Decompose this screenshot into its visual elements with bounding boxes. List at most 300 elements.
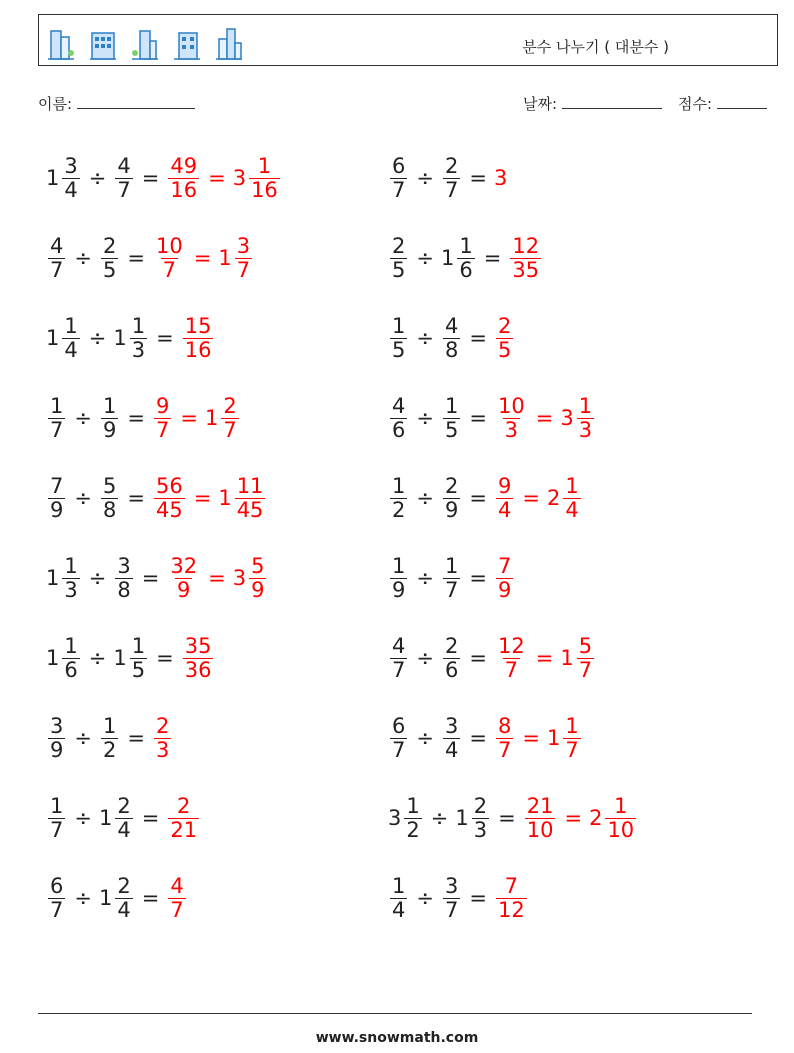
problem-row <box>388 143 508 213</box>
numerator: 6 <box>50 874 64 899</box>
fraction <box>101 475 118 520</box>
answer-value <box>218 235 254 280</box>
answer <box>494 166 508 190</box>
equals-sign: = <box>535 646 554 670</box>
divide-sign: ÷ <box>88 166 107 190</box>
fraction <box>443 395 460 440</box>
answer-value <box>494 555 515 600</box>
fraction <box>563 715 580 760</box>
denominator: 9 <box>251 577 265 602</box>
fraction <box>443 875 460 920</box>
numerator: 1 <box>565 714 579 739</box>
skyscraper-icon <box>215 25 243 61</box>
denominator: 16 <box>184 337 212 362</box>
denominator: 10 <box>526 817 554 842</box>
divide-sign: ÷ <box>430 806 449 830</box>
fraction <box>48 715 65 760</box>
fraction <box>443 555 460 600</box>
answer-value <box>494 166 508 190</box>
numerator: 9 <box>155 394 170 419</box>
problem-row <box>46 783 201 853</box>
answer-value <box>218 475 267 520</box>
denominator: 7 <box>444 577 459 602</box>
divide-sign: ÷ <box>416 646 434 670</box>
fraction <box>390 475 407 520</box>
numerator: 4 <box>117 154 131 179</box>
numerator: 1 <box>64 314 78 339</box>
date-label: 날짜: <box>523 95 558 113</box>
denominator: 5 <box>102 257 117 282</box>
divide-sign: ÷ <box>416 486 434 510</box>
equals-sign: = <box>156 326 174 350</box>
denominator: 7 <box>497 737 512 762</box>
answer-value <box>547 715 583 760</box>
answer <box>523 795 638 840</box>
answer <box>494 875 529 920</box>
fraction <box>390 155 407 200</box>
divide-sign: ÷ <box>88 326 107 350</box>
dividend <box>388 875 409 920</box>
numerator: 49 <box>170 154 198 179</box>
denominator: 9 <box>50 497 64 522</box>
answer <box>494 315 515 360</box>
denominator: 2 <box>392 497 406 522</box>
divide-sign: ÷ <box>88 566 107 590</box>
equals-sign: = <box>141 806 160 830</box>
whole-number: 1 <box>204 406 219 430</box>
whole-number: 1 <box>455 806 469 830</box>
denominator: 6 <box>459 257 473 282</box>
dividend <box>388 475 409 520</box>
fraction <box>496 475 513 520</box>
divide-sign: ÷ <box>74 726 92 750</box>
denominator: 3 <box>64 577 78 602</box>
whole-number: 1 <box>98 806 113 830</box>
fraction <box>154 395 171 440</box>
denominator: 7 <box>392 657 406 682</box>
dividend <box>388 315 409 360</box>
problem-row <box>46 863 188 933</box>
fraction <box>168 795 199 840</box>
name-line[interactable] <box>77 94 195 109</box>
answer <box>494 555 515 600</box>
name-field <box>38 93 195 114</box>
fraction <box>443 715 460 760</box>
fraction <box>563 475 580 520</box>
answer-value <box>560 635 596 680</box>
fraction <box>115 155 132 200</box>
fraction <box>48 395 65 440</box>
equals-sign: = <box>193 486 212 510</box>
denominator: 4 <box>117 817 131 842</box>
whole-number: 3 <box>560 406 574 430</box>
fraction <box>62 635 79 680</box>
answer-value <box>494 715 515 760</box>
footer-divider <box>38 1013 752 1014</box>
numerator: 2 <box>223 394 237 419</box>
fraction <box>577 635 594 680</box>
equals-sign: = <box>141 166 160 190</box>
divide-sign: ÷ <box>416 406 434 430</box>
fraction <box>605 795 636 840</box>
fraction <box>443 635 460 680</box>
numerator: 1 <box>392 314 406 339</box>
dividend <box>388 635 409 680</box>
building-icon <box>47 25 75 61</box>
numerator: 1 <box>614 794 628 819</box>
numerator: 1 <box>406 794 420 819</box>
fraction <box>62 315 79 360</box>
score-line[interactable] <box>717 94 767 109</box>
divisor <box>441 715 462 760</box>
numerator: 1 <box>392 474 406 499</box>
numerator: 2 <box>392 234 406 259</box>
problem-row <box>46 303 215 373</box>
denominator: 5 <box>497 337 512 362</box>
dividend <box>46 635 82 680</box>
footer-url: www.snowmath.com <box>315 1030 479 1046</box>
fraction <box>457 235 474 280</box>
dividend <box>46 315 82 360</box>
denominator: 7 <box>565 737 579 762</box>
denominator: 7 <box>578 657 593 682</box>
problem-row <box>46 463 267 533</box>
fraction <box>62 555 79 600</box>
problem-row <box>388 303 515 373</box>
numerator: 12 <box>512 234 540 259</box>
denominator: 8 <box>444 337 459 362</box>
denominator: 9 <box>50 737 64 762</box>
numerator: 12 <box>497 634 525 659</box>
denominator: 4 <box>64 177 78 202</box>
denominator: 3 <box>504 417 519 442</box>
fraction <box>390 635 407 680</box>
whole-number: 1 <box>46 166 60 190</box>
numerator: 7 <box>497 554 512 579</box>
fraction <box>443 315 460 360</box>
divide-sign: ÷ <box>416 246 434 270</box>
divisor <box>441 635 462 680</box>
divisor <box>113 155 134 200</box>
answer-value <box>166 555 201 600</box>
fraction <box>115 875 132 920</box>
equals-sign: = <box>469 886 487 910</box>
dividend <box>46 475 67 520</box>
divide-sign: ÷ <box>74 806 92 830</box>
fraction <box>154 715 171 760</box>
divisor <box>113 555 134 600</box>
numerator: 56 <box>155 474 183 499</box>
whole-number: 2 <box>589 806 603 830</box>
answer-value <box>233 555 269 600</box>
fraction <box>48 875 65 920</box>
dividend <box>46 235 67 280</box>
fraction <box>390 315 407 360</box>
denominator: 10 <box>607 817 635 842</box>
numerator: 2 <box>444 474 459 499</box>
whole-number: 1 <box>46 566 60 590</box>
problem-row <box>46 623 215 693</box>
fraction <box>235 235 252 280</box>
numerator: 1 <box>64 554 78 579</box>
answer-value <box>166 795 201 840</box>
whole-number: 1 <box>218 246 232 270</box>
divisor <box>441 395 462 440</box>
denominator: 4 <box>117 897 131 922</box>
divisor <box>455 795 491 840</box>
problem-row <box>46 383 241 453</box>
logo-strip <box>47 25 243 61</box>
answer <box>166 555 268 600</box>
divisor <box>441 155 462 200</box>
numerator: 2 <box>444 634 459 659</box>
fraction <box>510 235 541 280</box>
answer <box>166 155 281 200</box>
fraction <box>183 635 214 680</box>
denominator: 7 <box>50 817 64 842</box>
numerator: 1 <box>565 474 579 499</box>
equals-sign: = <box>208 166 226 190</box>
score-label: 점수: <box>678 95 713 113</box>
divide-sign: ÷ <box>416 566 434 590</box>
numerator: 1 <box>102 714 117 739</box>
problem-row <box>46 143 282 213</box>
answer <box>494 715 583 760</box>
fraction <box>390 555 407 600</box>
answer-value <box>152 235 187 280</box>
answer <box>494 635 596 680</box>
problem-row <box>388 463 583 533</box>
fraction <box>48 235 65 280</box>
fraction <box>168 155 199 200</box>
denominator: 45 <box>236 497 264 522</box>
problem-row <box>388 223 543 293</box>
fraction <box>221 395 238 440</box>
answer <box>494 395 596 440</box>
equals-sign: = <box>127 246 145 270</box>
fraction <box>48 795 65 840</box>
answer-value <box>152 395 173 440</box>
denominator: 35 <box>512 257 540 282</box>
fraction <box>496 875 527 920</box>
fraction <box>101 715 118 760</box>
equals-sign: = <box>469 486 487 510</box>
dividend <box>46 715 67 760</box>
denominator: 8 <box>117 577 131 602</box>
numerator: 4 <box>392 634 406 659</box>
numerator: 10 <box>155 234 183 259</box>
divisor <box>441 475 462 520</box>
numerator: 10 <box>497 394 525 419</box>
fraction <box>154 475 185 520</box>
denominator: 5 <box>392 337 406 362</box>
numerator: 15 <box>184 314 212 339</box>
divisor <box>99 795 135 840</box>
numerator: 1 <box>444 394 459 419</box>
denominator: 12 <box>497 897 525 922</box>
divide-sign: ÷ <box>416 726 434 750</box>
worksheet-title: 분수 나누기 ( 대분수 ) <box>522 38 669 56</box>
answer <box>166 795 201 840</box>
divisor <box>441 875 462 920</box>
problem-row <box>388 543 515 613</box>
numerator: 1 <box>578 394 593 419</box>
header-box <box>38 14 778 66</box>
answer-value <box>547 475 583 520</box>
answer-value <box>152 715 173 760</box>
numerator: 2 <box>473 794 488 819</box>
numerator: 1 <box>50 394 64 419</box>
office-tree-icon <box>131 25 159 61</box>
denominator: 5 <box>444 417 459 442</box>
numerator: 1 <box>459 234 473 259</box>
numerator: 2 <box>497 314 512 339</box>
whole-number: 2 <box>546 486 561 510</box>
numerator: 1 <box>50 794 64 819</box>
divide-sign: ÷ <box>74 406 92 430</box>
denominator: 7 <box>392 177 406 202</box>
divide-sign: ÷ <box>88 646 107 670</box>
numerator: 5 <box>102 474 117 499</box>
denominator: 7 <box>504 657 519 682</box>
whole-number: 3 <box>388 806 402 830</box>
fraction <box>168 875 185 920</box>
numerator: 3 <box>50 714 64 739</box>
denominator: 3 <box>155 737 170 762</box>
divisor <box>113 315 149 360</box>
fraction <box>249 555 266 600</box>
fraction <box>101 395 118 440</box>
fraction <box>443 475 460 520</box>
equals-sign: = <box>483 246 502 270</box>
denominator: 9 <box>177 577 191 602</box>
answer <box>152 475 267 520</box>
answer-value <box>233 155 282 200</box>
problem-row <box>388 783 638 853</box>
dividend <box>388 395 409 440</box>
divisor <box>99 475 120 520</box>
denominator: 7 <box>50 257 64 282</box>
equals-sign: = <box>127 486 145 510</box>
denominator: 45 <box>155 497 183 522</box>
numerator: 9 <box>497 474 512 499</box>
denominator: 9 <box>497 577 512 602</box>
equals-sign: = <box>522 486 540 510</box>
denominator: 7 <box>392 737 406 762</box>
dividend <box>388 235 409 280</box>
answer-value <box>560 395 596 440</box>
equals-sign: = <box>141 566 160 590</box>
denominator: 9 <box>444 497 459 522</box>
numerator: 3 <box>444 714 459 739</box>
dividend <box>388 555 409 600</box>
dividend <box>46 555 82 600</box>
answer-value <box>166 155 201 200</box>
numerator: 4 <box>392 394 406 419</box>
numerator: 5 <box>251 554 265 579</box>
whole-number: 1 <box>46 646 60 670</box>
answer <box>494 475 583 520</box>
answer-value <box>494 475 515 520</box>
denominator: 4 <box>497 497 512 522</box>
equals-sign: = <box>208 566 226 590</box>
denominator: 9 <box>102 417 117 442</box>
whole-number: 1 <box>218 486 232 510</box>
numerator: 6 <box>392 154 406 179</box>
numerator: 4 <box>170 874 184 899</box>
dividend <box>388 715 409 760</box>
fraction <box>496 715 513 760</box>
numerator: 1 <box>102 394 117 419</box>
denominator: 2 <box>102 737 117 762</box>
numerator: 7 <box>50 474 64 499</box>
numerator: 1 <box>257 154 272 179</box>
fraction <box>577 395 594 440</box>
date-field <box>523 93 662 114</box>
equals-sign: = <box>522 726 540 750</box>
whole-number: 1 <box>98 886 113 910</box>
whole-number: 1 <box>440 246 455 270</box>
denominator: 7 <box>170 897 184 922</box>
score-field <box>678 93 767 114</box>
answer-value <box>166 875 187 920</box>
denominator: 7 <box>444 177 459 202</box>
date-line[interactable] <box>562 94 662 109</box>
denominator: 3 <box>473 817 488 842</box>
fraction <box>496 315 513 360</box>
dividend <box>46 395 67 440</box>
fraction <box>443 155 460 200</box>
answer-value <box>181 315 216 360</box>
fraction <box>48 475 65 520</box>
problem-row <box>388 623 596 693</box>
denominator: 4 <box>392 897 406 922</box>
fraction <box>525 795 556 840</box>
divide-sign: ÷ <box>416 166 434 190</box>
answer-value <box>152 475 187 520</box>
fraction <box>390 875 407 920</box>
whole-number: 1 <box>113 326 127 350</box>
denominator: 21 <box>170 817 198 842</box>
fraction <box>130 315 147 360</box>
problem-row <box>46 703 173 773</box>
numerator: 6 <box>392 714 406 739</box>
numerator: 2 <box>117 874 131 899</box>
fraction <box>115 795 132 840</box>
denominator: 6 <box>444 657 459 682</box>
equals-sign: = <box>127 406 145 430</box>
denominator: 4 <box>565 497 579 522</box>
equals-sign: = <box>469 326 487 350</box>
denominator: 4 <box>444 737 459 762</box>
answer <box>181 635 216 680</box>
denominator: 7 <box>155 417 170 442</box>
numerator: 3 <box>117 554 131 579</box>
answer-value <box>494 315 515 360</box>
whole-number: 1 <box>46 326 60 350</box>
fraction <box>62 155 79 200</box>
answer-value <box>494 875 529 920</box>
numerator: 2 <box>102 234 117 259</box>
denominator: 7 <box>50 897 64 922</box>
denominator: 8 <box>102 497 117 522</box>
numerator: 1 <box>444 554 459 579</box>
divisor <box>113 635 149 680</box>
denominator: 4 <box>64 337 78 362</box>
numerator: 5 <box>578 634 593 659</box>
equals-sign: = <box>156 646 174 670</box>
numerator: 2 <box>117 794 131 819</box>
